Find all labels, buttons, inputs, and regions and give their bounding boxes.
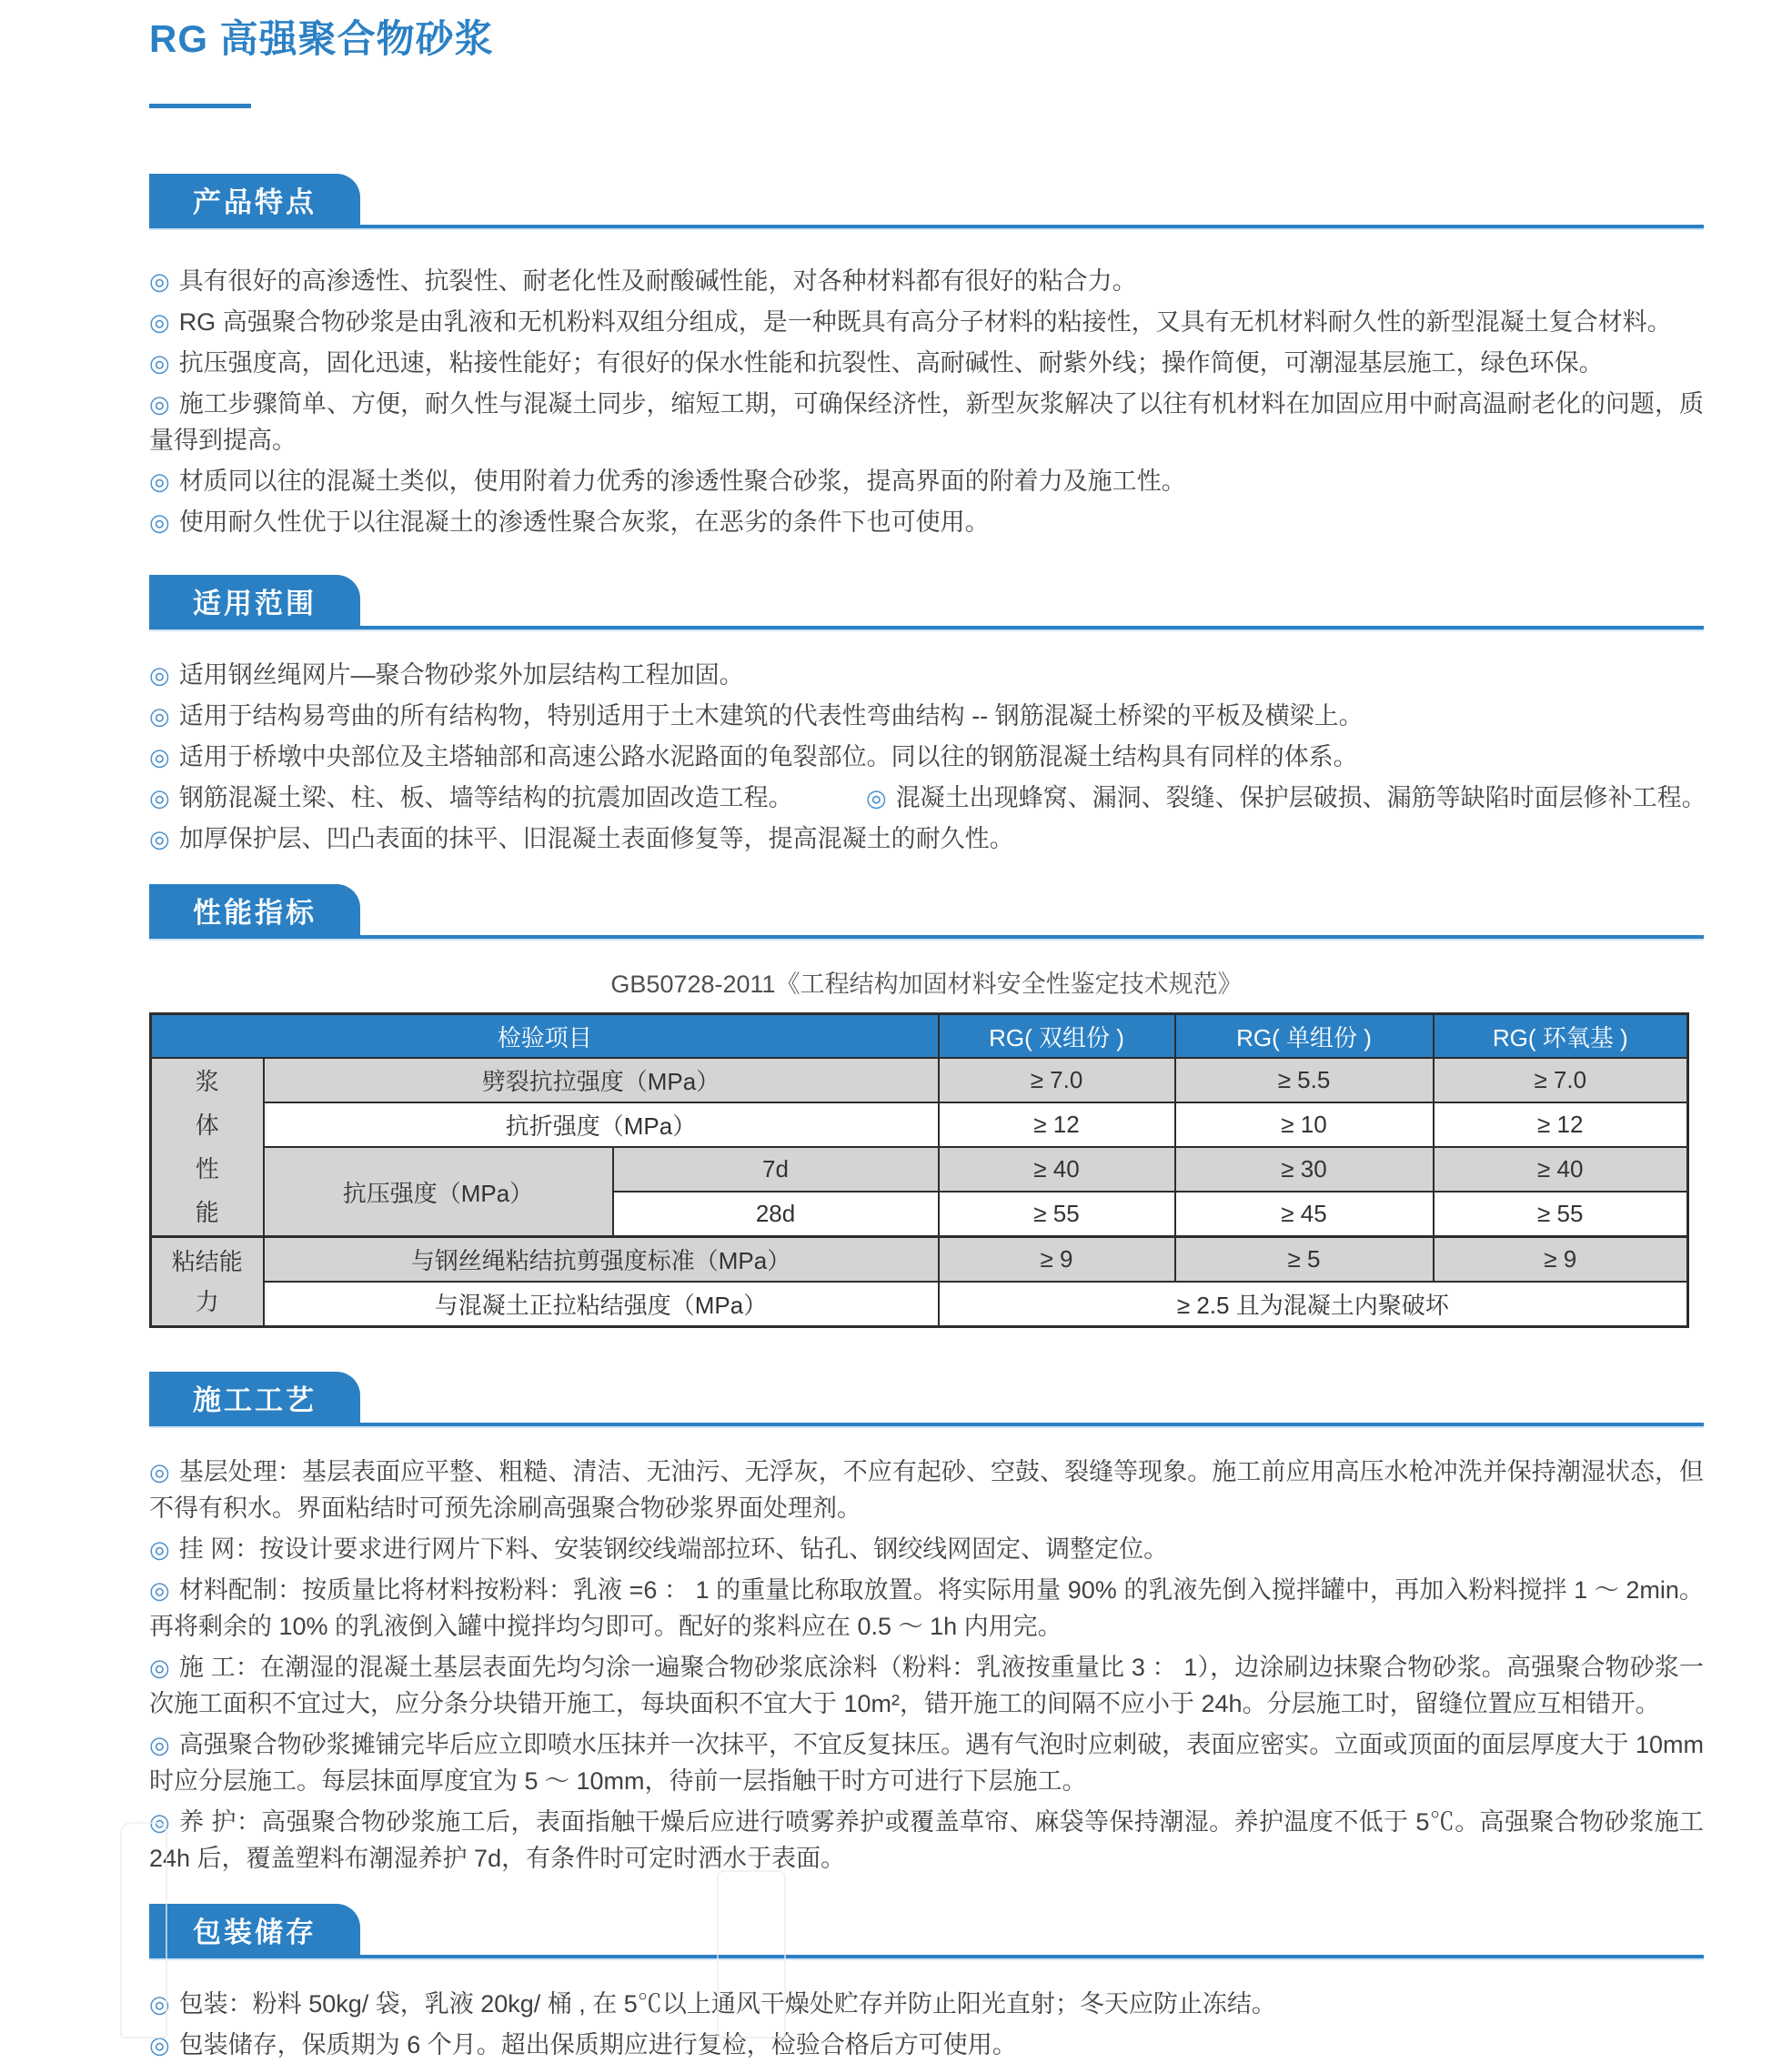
cell-value: ≥ 12	[1434, 1102, 1688, 1147]
bullet-text: 适用于结构易弯曲的所有结构物，特别适用于土木建筑的代表性弯曲结构 -- 钢筋混凝土桥梁的平板及横梁上。	[178, 702, 1364, 730]
row-group-slurry: 浆体性能	[151, 1058, 264, 1237]
column-header-rg2: RG( 双组份 )	[939, 1014, 1175, 1059]
bullet-icon: ◎	[149, 1990, 170, 2018]
table-row	[151, 1058, 1688, 1102]
section-header-performance	[149, 884, 1704, 941]
features-list	[149, 263, 1704, 540]
cell-value: ≥ 12	[939, 1102, 1175, 1147]
pair-left	[149, 780, 866, 816]
cell-value: ≥ 5.5	[1175, 1058, 1434, 1102]
list-item	[149, 1454, 1704, 1526]
cell-value: ≥ 45	[1175, 1192, 1434, 1237]
bullet-icon: ◎	[149, 267, 170, 295]
section-header-process	[149, 1372, 1704, 1428]
list-item	[149, 739, 1704, 775]
bullet-text: 适用于桥墩中央部位及主塔轴部和高速公路水泥路面的龟裂部位。同以往的钢筋混凝土结构具有同样的体系。	[178, 743, 1358, 770]
cell-value-merged: ≥ 2.5 且为混凝土内聚破坏	[939, 1282, 1688, 1327]
row-label: 抗压强度（MPa）	[264, 1147, 613, 1237]
section-rule	[149, 935, 1704, 941]
list-item	[149, 1726, 1704, 1799]
bullet-text: 养 护：高强聚合物砂浆施工后，表面指触干燥后应进行喷雾养护或覆盖草帘、麻袋等保持潮湿。养护温度不低于 5℃。高强聚合物砂浆施工 24h 后，覆盖塑料布潮湿养护 7d，有条件时可定时洒水于表面。	[149, 1808, 1704, 1872]
list-item	[149, 1804, 1704, 1877]
scope-list	[149, 657, 1704, 857]
cell-value: ≥ 30	[1175, 1147, 1434, 1192]
section-header-features	[149, 174, 1704, 230]
pair-right	[866, 780, 1706, 816]
list-item	[149, 1649, 1704, 1722]
document-page	[0, 16, 1792, 2063]
bullet-icon: ◎	[149, 661, 170, 689]
bullet-icon: ◎	[149, 1808, 171, 1836]
cell-value: ≥ 10	[1175, 1102, 1434, 1147]
bullet-text: 包装：粉料 50kg/ 袋，乳液 20kg/ 桶 , 在 5℃以上通风干燥处贮存并防止阳光直射；冬天应防止冻结。	[178, 1990, 1276, 2018]
row-sublabel: 7d	[613, 1147, 939, 1192]
table-row	[151, 1102, 1688, 1147]
row-label: 劈裂抗拉强度（MPa）	[264, 1058, 939, 1102]
bullet-icon: ◎	[866, 784, 887, 811]
list-item	[149, 463, 1704, 499]
bullet-text: 加厚保护层、凹凸表面的抹平、旧混凝土表面修复等，提高混凝土的耐久性。	[178, 825, 1014, 852]
bullet-text: 适用钢丝绳网片—聚合物砂浆外加层结构工程加固。	[178, 661, 744, 689]
bullet-icon: ◎	[149, 2031, 170, 2058]
table-header-row	[151, 1014, 1688, 1059]
cell-value: ≥ 40	[939, 1147, 1175, 1192]
bullet-text: 使用耐久性优于以往混凝土的渗透性聚合灰浆，在恶劣的条件下也可使用。	[178, 508, 990, 536]
column-header-item: 检验项目	[151, 1014, 939, 1059]
cell-value: ≥ 5	[1175, 1237, 1434, 1283]
bullet-text: 材质同以往的混凝土类似，使用附着力优秀的渗透性聚合砂浆，提高界面的附着力及施工性。	[178, 468, 1186, 495]
watermark-decor	[120, 1822, 167, 2038]
cell-value: ≥ 7.0	[939, 1058, 1175, 1102]
section-tab-performance	[149, 884, 360, 935]
cell-value: ≥ 7.0	[1434, 1058, 1688, 1102]
list-item	[149, 2027, 1704, 2063]
list-item	[149, 698, 1704, 734]
performance-table	[149, 1012, 1689, 1328]
bullet-icon: ◎	[149, 468, 170, 495]
list-item	[149, 263, 1704, 299]
list-item	[149, 386, 1704, 458]
list-item	[149, 1531, 1704, 1567]
bullet-text: 施 工：在潮湿的混凝土基层表面先均匀涂一遍聚合物砂浆底涂料（粉料：乳液按重量比 3 ： 1），边涂刷边抹聚合物砂浆。高强聚合物砂浆一次施工面积不宜过大，应分条分块错开施工，每块面积不宜大于 10m²，错开施工的间隔不应小于 24h。分层施工时，留缝位置应互相错开。	[149, 1654, 1704, 1717]
process-list	[149, 1454, 1704, 1877]
bullet-text: 抗压强度高，固化迅速，粘接性能好；有很好的保水性能和抗裂性、高耐碱性、耐紫外线；操作简便，可潮湿基层施工，绿色环保。	[178, 349, 1604, 377]
list-item	[149, 345, 1704, 381]
section-rule	[149, 1423, 1704, 1428]
section-heading: 包装储存	[193, 1916, 317, 1948]
bullet-text: 混凝土出现蜂窝、漏洞、裂缝、保护层破损、漏筋等缺陷时面层修补工程。	[895, 784, 1706, 811]
table-row	[151, 1237, 1688, 1283]
row-label: 与混凝土正拉粘结强度（MPa）	[264, 1282, 939, 1327]
bullet-text: 材料配制：按质量比将材料按粉料：乳液 =6 ： 1 的重量比称取放置。将实际用量 90% 的乳液先倒入搅拌罐中，再加入粉料搅拌 1 ～ 2min。再将剩余的 10% 的乳液倒入罐中搅拌均匀即可。配好的浆料应在 0.5 ～ 1h 内用完。	[149, 1576, 1705, 1640]
bullet-icon: ◎	[149, 1654, 170, 1681]
bullet-icon: ◎	[149, 743, 170, 770]
section-rule	[149, 1955, 1704, 1960]
cell-value: ≥ 55	[939, 1192, 1175, 1237]
row-sublabel: 28d	[613, 1192, 939, 1237]
bullet-icon: ◎	[149, 390, 170, 418]
cell-value: ≥ 9	[1434, 1237, 1688, 1283]
bullet-text: 包装储存，保质期为 6 个月。超出保质期应进行复检，检验合格后方可使用。	[178, 2031, 1017, 2058]
section-tab-packaging	[149, 1904, 360, 1955]
list-item	[149, 657, 1704, 693]
cell-value: ≥ 55	[1434, 1192, 1688, 1237]
watermark-decor	[717, 1870, 786, 2038]
list-item	[149, 1572, 1704, 1645]
bullet-icon: ◎	[149, 349, 170, 377]
column-header-rge: RG( 环氧基 )	[1434, 1014, 1688, 1059]
list-item	[149, 304, 1704, 340]
section-tab-scope	[149, 575, 360, 626]
list-item	[149, 820, 1704, 857]
cell-value: ≥ 9	[939, 1237, 1175, 1283]
bullet-icon: ◎	[149, 308, 170, 336]
table-caption: GB50728-2011《工程结构加固材料安全性鉴定技术规范》	[610, 971, 1243, 998]
bullet-text: RG 高强聚合物砂浆是由乳液和无机粉料双组分组成，是一种既具有高分子材料的粘接性，又具有无机材料耐久性的新型混凝土复合材料。	[178, 308, 1672, 336]
section-rule	[149, 225, 1704, 230]
list-item	[149, 504, 1704, 540]
section-heading: 性能指标	[193, 896, 317, 929]
table-row	[151, 1282, 1688, 1327]
title-underline-decor	[149, 104, 251, 108]
bullet-icon: ◎	[149, 1576, 170, 1604]
bullet-text: 具有很好的高渗透性、抗裂性、耐老化性及耐酸碱性能，对各种材料都有很好的粘合力。	[178, 267, 1137, 295]
bullet-text: 高强聚合物砂浆摊铺完毕后应立即喷水压抹并一次抹平，不宜反复抹压。遇有气泡时应刺破，表面应密实。立面或顶面的面层厚度大于 10mm 时应分层施工。每层抹面厚度宜为 5 ～ 10mm，待前一层指触干时方可进行下层施工。	[149, 1731, 1705, 1795]
section-rule	[149, 626, 1704, 631]
bullet-icon: ◎	[149, 825, 170, 852]
packaging-list	[149, 1986, 1704, 2063]
bullet-icon: ◎	[149, 784, 170, 811]
section-header-scope	[149, 575, 1704, 631]
column-header-rg1: RG( 单组份 )	[1175, 1014, 1434, 1059]
list-item-pair	[149, 780, 1704, 816]
cell-value: ≥ 40	[1434, 1147, 1688, 1192]
bullet-text: 基层处理：基层表面应平整、粗糙、清洁、无油污、无浮灰，不应有起砂、空鼓、裂缝等现象。施工前应用高压水枪冲洗并保持潮湿状态，但不得有积水。界面粘结时可预先涂刷高强聚合物砂浆界面处理剂。	[149, 1458, 1705, 1522]
page-title: RG 高强聚合物砂浆	[149, 17, 494, 60]
bullet-text: 施工步骤简单、方便，耐久性与混凝土同步，缩短工期，可确保经济性，新型灰浆解决了以往有机材料在加固应用中耐高温耐老化的问题，质量得到提高。	[149, 390, 1705, 454]
bullet-icon: ◎	[149, 702, 170, 730]
bullet-icon: ◎	[149, 1731, 170, 1758]
row-label: 抗折强度（MPa）	[264, 1102, 939, 1147]
bullet-icon: ◎	[149, 508, 170, 536]
bullet-text: 钢筋混凝土梁、柱、板、墙等结构的抗震加固改造工程。	[178, 784, 793, 811]
row-label: 与钢丝绳粘结抗剪强度标准（MPa）	[264, 1237, 939, 1283]
section-heading: 施工工艺	[193, 1384, 317, 1416]
row-group-bond: 粘结能力	[151, 1237, 264, 1327]
bullet-icon: ◎	[149, 1458, 170, 1485]
section-header-packaging	[149, 1904, 1704, 1960]
section-tab-process	[149, 1372, 360, 1423]
table-row	[151, 1147, 1688, 1192]
section-heading: 适用范围	[193, 587, 317, 619]
bullet-text: 挂 网：按设计要求进行网片下料、安装钢绞线端部拉环、钻孔、钢绞线网固定、调整定位。	[178, 1535, 1169, 1563]
list-item	[149, 1986, 1704, 2022]
section-heading: 产品特点	[193, 186, 317, 218]
section-tab-features	[149, 174, 360, 225]
bullet-icon: ◎	[149, 1535, 170, 1563]
